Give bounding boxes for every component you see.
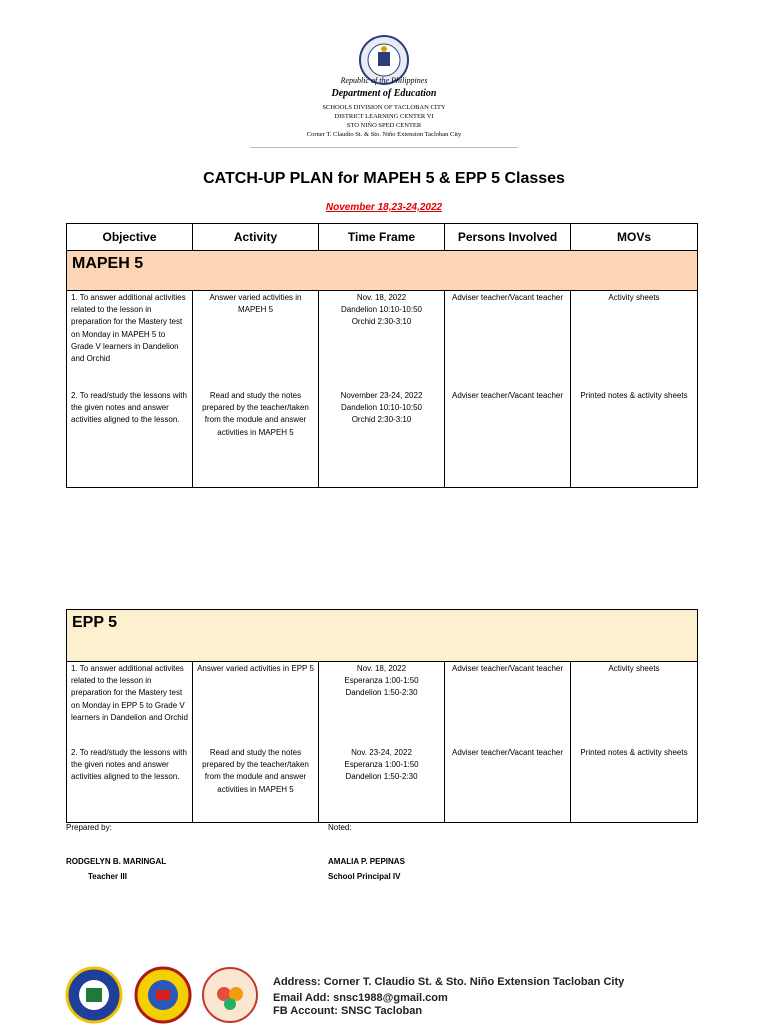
time-line: Dandelion 10:10-10:50	[341, 403, 422, 413]
time-frame-column	[319, 662, 445, 822]
col-time-frame: Time Frame	[319, 224, 445, 250]
table-cell: 1. To answer additional activites related to the lesson in preparation for the Mastery test on Monday in EPP 5 to Grade V learners in Dandelion and Orchid	[71, 664, 188, 722]
time-line: Nov. 23-24, 2022	[351, 748, 412, 757]
time-line: Esperanza 1:00-1:50	[344, 760, 419, 770]
header-address: Corner T. Claudio St. & Sto. Niño Extension Tacloban City	[306, 131, 462, 138]
table-cell: Read and study the notes prepared by the teacher/taken from the module and answer activities in MAPEH 5	[202, 391, 309, 437]
prepared-by-label: Prepared by:	[66, 823, 112, 832]
table-cell: Read and study the notes prepared by the teacher/taken from the module and answer activities in MAPEH 5	[202, 748, 309, 794]
table-cell: 2. To read/study the lessons with the given notes and answer activities aligned to the lesson.	[71, 748, 187, 782]
activity-column	[193, 291, 319, 488]
section-body	[67, 291, 697, 488]
section-title-epp: EPP 5	[67, 610, 697, 662]
time-line: Orchid 2:30-3:10	[351, 317, 412, 327]
preparer-name: RODGELYN B. MARINGAL	[66, 857, 167, 866]
objective-column	[67, 662, 193, 822]
time-line: Esperanza 1:00-1:50	[344, 676, 419, 686]
epp-table	[66, 609, 698, 823]
table-cell: Activity sheets	[608, 664, 660, 673]
time-line: Nov. 18, 2022	[356, 293, 407, 302]
table-cell: Answer varied activities in MAPEH 5	[209, 293, 302, 315]
movs-column	[571, 291, 697, 488]
table-cell: 2. To read/study the lessons with the given notes and answer activities aligned to the lesson.	[71, 391, 187, 425]
plan-date: November 18,23-24,2022	[325, 202, 443, 213]
section-title-mapeh: MAPEH 5	[67, 251, 697, 291]
table-cell	[323, 663, 440, 700]
objective-column	[67, 291, 193, 488]
table-cell: Adviser teacher/Vacant teacher	[451, 664, 564, 673]
section-body	[67, 662, 697, 822]
footer-fb-account[interactable]: FB Account: SNSC Tacloban	[273, 1005, 423, 1017]
footer-address: Address: Corner T. Claudio St. & Sto. Niño Extension Tacloban City	[273, 976, 625, 988]
center-label: STO NIÑO SPED CENTER	[346, 122, 422, 129]
time-line: Dandelion 1:50-2:30	[345, 688, 418, 698]
table-cell: Printed notes & activity sheets	[580, 391, 688, 400]
principal-position: School Principal IV	[328, 872, 401, 881]
footer-email[interactable]: Email Add: snsc1988@gmail.com	[273, 992, 448, 1004]
learning-center-label: DISTRICT LEARNING CENTER VI	[334, 113, 434, 120]
table-cell: Adviser teacher/Vacant teacher	[451, 293, 564, 302]
persons-column	[445, 291, 571, 488]
table-cell: Printed notes & activity sheets	[580, 748, 688, 757]
division-logo-icon	[62, 966, 126, 1024]
header-divider	[250, 147, 518, 148]
division-label: SCHOOLS DIVISION OF TACLOBAN CITY	[322, 104, 446, 111]
preparer-position: Teacher III	[88, 872, 127, 881]
republic-label: Republic of the Philippines	[340, 76, 428, 85]
time-line: November 23-24, 2022	[340, 391, 423, 400]
table-cell: Activity sheets	[608, 293, 660, 302]
col-activity: Activity	[193, 224, 319, 250]
page-title: CATCH-UP PLAN for MAPEH 5 & EPP 5 Classes	[203, 170, 565, 187]
persons-column	[445, 662, 571, 822]
table-cell	[323, 747, 440, 784]
noted-label: Noted:	[328, 823, 352, 832]
table-cell	[323, 292, 440, 329]
table-cell: Adviser teacher/Vacant teacher	[451, 391, 564, 400]
table-header	[67, 224, 697, 251]
sped-logo-icon	[200, 966, 260, 1024]
col-objective: Objective	[67, 224, 193, 250]
activity-column	[193, 662, 319, 822]
principal-name: AMALIA P. PEPINAS	[328, 857, 405, 866]
time-frame-column	[319, 291, 445, 488]
table-cell: Adviser teacher/Vacant teacher	[451, 748, 564, 757]
col-movs: MOVs	[616, 230, 651, 244]
time-line: Orchid 2:30-3:10	[351, 415, 412, 425]
mapeh-table	[66, 223, 698, 488]
time-line: Dandelion 10:10-10:50	[341, 305, 422, 315]
table-cell: Answer varied activities in EPP 5	[197, 664, 314, 673]
table-cell: 1. To answer additional activities related to the lesson in preparation for the Mastery test on Monday in MAPEH 5 to Grade V learners in Dandelion and Orchid	[71, 293, 186, 364]
movs-column	[571, 662, 697, 822]
time-line: Dandelion 1:50-2:30	[345, 772, 418, 782]
department-label: Department of Education	[331, 88, 437, 99]
col-persons: Persons Involved	[445, 224, 571, 250]
school-logo-icon	[133, 966, 193, 1024]
table-cell	[323, 390, 440, 427]
time-line: Nov. 18, 2022	[356, 664, 407, 673]
